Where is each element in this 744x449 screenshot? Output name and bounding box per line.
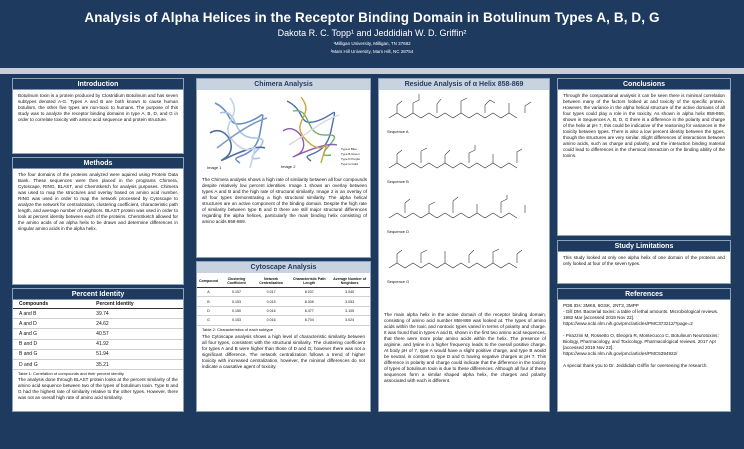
- table-cell: 41.92: [90, 339, 183, 349]
- table-cell: A: [197, 288, 220, 297]
- protein-ribbon-icon: [205, 93, 275, 171]
- legend-type-b: Type B Green: [341, 152, 360, 156]
- residue-panel: [378, 78, 550, 412]
- introduction-panel: [12, 78, 184, 154]
- cytoscape-caption: Table 2: Characteristics of each subtype: [202, 326, 273, 332]
- limitations-title: Study Limitations: [558, 241, 730, 252]
- chimera-legend: [341, 147, 367, 167]
- table-cell: 0.017: [253, 288, 289, 297]
- table-cell: B and G: [13, 349, 90, 359]
- table-row: [13, 309, 183, 319]
- table-cell: 8.704: [289, 316, 329, 325]
- introduction-title: Introduction: [13, 79, 183, 90]
- table-cell: 51.94: [90, 349, 183, 359]
- table-row: [197, 297, 370, 306]
- chimera-text: The Chimera analysis shows a high rate of similarity between all four compounds despite relatively low percent identities. Image 1 shows an overlay between types A and B and the high rate of structural similarity. Image 2 is an overlay of all four types demonstrating a high structural similarity. The alpha helical structures are an active component of the binding domain. Despite the high rate of similarity between type B and D there are still major structural differences regarding the alpha helices, particularly the main binding helix consisting of amino acids 858-869.: [202, 177, 367, 224]
- poster-affiliation-2: ²Mars Hill University, Mars Hill, NC 28754: [330, 49, 414, 54]
- references-title: References: [558, 289, 730, 300]
- chimera-title: Chimera Analysis: [197, 79, 370, 90]
- table-cell: 39.74: [90, 309, 183, 319]
- table-cell: A and D: [13, 319, 90, 329]
- chimera-image-2: [279, 93, 367, 171]
- limitations-text: This study looked at only one alpha helix of one domain of the proteins and only looked at four of the seven types.: [563, 255, 725, 266]
- chimera-image-2-label: Image 2: [281, 164, 296, 169]
- table-row: [197, 306, 370, 315]
- methods-title: Methods: [13, 158, 183, 169]
- table-cell: 0.015: [253, 297, 289, 306]
- table-cell: 40.57: [90, 329, 183, 339]
- cyto-header-path-length: Characteristic Path Length: [289, 275, 329, 288]
- table-cell: B and D: [13, 339, 90, 349]
- table-cell: 3.105: [329, 306, 370, 315]
- table-cell: 3.053: [329, 297, 370, 306]
- pid-header-compounds: Compounds: [13, 300, 90, 309]
- percent-identity-panel: [12, 288, 184, 412]
- table-cell: 8.305: [289, 297, 329, 306]
- references-text: PDB IDs: 3MK8, 6GSK, 2NT3, 3MPP - Gill DM. Bacterial toxins: a table of lethal amounts. Microbiological reviews. 1982 Mar [accessed 2019 Nov 22]. https://www.ncbi.nlm.nih.gov/pmc/articles/PMC373212/?page=2 - Pirazzini M, Rossetto O, Eleopra R, Montecucco C. Botulinum Neurotoxins: Biology, Pharmacology, and Toxicology. Pharmacological reviews. 2017 Apr [accessed 2019 Nov 22]. https://www.ncbi.nlm.nih.gov/pmc/articles/PMC5394922/ A special thank you to Dr. Jeddidiah Griffin for overseeing the research.: [563, 303, 719, 368]
- table-cell: 0.016: [253, 316, 289, 325]
- poster-header: [0, 0, 744, 68]
- chimera-panel: [196, 78, 371, 258]
- sequence-a-label: Sequence A: [387, 129, 409, 134]
- conclusions-panel: [557, 78, 731, 236]
- legend-type-a: Type A Blue: [341, 147, 357, 151]
- table-row: [13, 339, 183, 349]
- table-cell: G: [197, 316, 220, 325]
- introduction-text: Botulinum toxin is a protein produced by Clostridium Botulinum and has seven subtypes denoted A-G. Types A and B are both known to cause human botulism, the other five types are non-toxic to humans. The purpose of this study was to analyze the receptor binding domains in type A, B, D, and G in order to correlate toxicity with amino acid sequence and protein structure.: [18, 93, 178, 122]
- table-row: [13, 319, 183, 329]
- table-cell: 3.040: [329, 288, 370, 297]
- sequence-b-label: Sequence B: [387, 179, 409, 184]
- table-row: [197, 316, 370, 325]
- poster-authors: Dakota R. C. Topp¹ and Jeddidiah W. D. Griffin²: [277, 28, 467, 38]
- chimera-image-1-label: Image 1: [207, 165, 222, 170]
- table-cell: A and G: [13, 329, 90, 339]
- methods-panel: [12, 157, 184, 285]
- table-row: [197, 288, 370, 297]
- table-cell: 0.157: [220, 288, 253, 297]
- table-cell: A and B: [13, 309, 90, 319]
- protein-overlay-icon: [279, 93, 343, 167]
- residue-title: Residue Analysis of α Helix 858-869: [379, 79, 549, 90]
- cyto-header-centralization: Network Centralization: [253, 275, 289, 288]
- table-cell: 3.024: [329, 316, 370, 325]
- references-panel: [557, 288, 731, 412]
- residue-text: The main alpha helix in the active domain of the receptor binding domain, consisting of amino acid number 858-869 was looked at. The types of amino acids within the toxic and nontoxic types varied in terms of polarity and charge. It was found that in types A and B, shown in the first two amino acid sequences, that there were more polar amino acids within the helix. The presence of arginine, and lysine in a higher frequency leads to the overall positive charge. At body pH of 7, type A would have a slight positive charge, and type B would be neutral, in contrast to type D and G having negative charges at pH 7. This difference in polarity and charge could indicate that the difference in the toxicity of types of botulinum toxin is due to these differences. Although all four of these sequences form a similar shaped alpha helix, the charges and polarity associated with each is different.: [384, 312, 546, 383]
- table-cell: 0.016: [253, 306, 289, 315]
- table-cell: B: [197, 297, 220, 306]
- residue-structures: [385, 93, 545, 293]
- table-cell: 0.150: [220, 306, 253, 315]
- poster-affiliation-1: ¹Milligan University, Milligan, TN 37682: [333, 41, 411, 46]
- limitations-panel: [557, 240, 731, 284]
- table-cell: 8.037: [289, 288, 329, 297]
- table-cell: D and G: [13, 359, 90, 369]
- chimera-image-1: [205, 93, 275, 171]
- poster-title: Analysis of Alpha Helices in the Receptor Binding Domain in Botulinum Types A, B, D, G: [84, 10, 660, 25]
- cyto-header-compound: Compound: [197, 275, 220, 288]
- percent-identity-caption: Table 1: Correlation of compounds and their percent identity: [18, 371, 124, 377]
- legend-type-d: Type D Purple: [341, 157, 361, 161]
- table-row: [13, 329, 183, 339]
- header-stripe: [0, 68, 744, 74]
- conclusions-title: Conclusions: [558, 79, 730, 90]
- cyto-header-clustering: Clustering Coefficient: [220, 275, 253, 288]
- table-row: [13, 359, 183, 369]
- table-cell: 8.477: [289, 306, 329, 315]
- percent-identity-table: [13, 300, 183, 370]
- table-cell: 35.21: [90, 359, 183, 369]
- table-cell: 24.62: [90, 319, 183, 329]
- sequence-g-label: Sequence G: [387, 279, 410, 284]
- cytoscape-panel: [196, 261, 371, 412]
- table-row: [13, 349, 183, 359]
- conclusions-text: Through the computational analysis it can be seen there is minimal correlation between many of the factors looked at and toxicity of the specific protein. However, the variance in the alpha helical structure of the active domains of all four types could play a role in the toxicity. As shown in alpha helix 858-869, shown in Sequences A, B, D, G there is a difference in the polarity and charge of the helix at pH 7, this could be indicative of the reasoning for variances in the toxicity between types. There is also a low percent identity between the types, though the structures are very similar. Slight differences of interactions between amino acids, such as charge and polarity, and the interaction binding material could lead to differences in the chemical interaction or the binding ability of the toxins.: [563, 93, 725, 158]
- legend-type-g: Type G Gold: [341, 162, 358, 166]
- percent-identity-text: The analysis done through BLAST protein looks at the percent similarity of the amino acid sequence between two of the types of botulinum toxin. Type B and G had the highest rate of similarity relative to the other types. However, there was not an overall high rate of amino acid similarity.: [18, 377, 178, 401]
- cytoscape-table: [197, 275, 370, 326]
- cytoscape-text: The Cytoscape analysis shows a high level of characteristic similarity between all four types, consistent with the structural similarity. The clustering coefficient for types A and B were higher than those of D and G; however there was not a significant difference. The network centralization follows a trend of higher toxicity with increased centralization, however, the minimal differences do not indicate a causative agent of toxicity.: [202, 333, 365, 369]
- sequence-d-label: Sequence D: [387, 229, 410, 234]
- table-cell: 0.153: [220, 297, 253, 306]
- cyto-header-neighbors: Average Number of Neighbors: [329, 275, 370, 288]
- amino-acid-structure-icon: [385, 93, 545, 293]
- percent-identity-title: Percent Identity: [13, 289, 183, 300]
- methods-text: The four domains of the proteins analyzed were aquired using Protein Data Bank. These sequences were then placed in the programs Chimera, Cytoscape, RING, BLAST, and ChemSketch for analysis purposes. Chimera was used to map the structures and overlay based on amino acid number. RING was used in order to map the network processed by Cytoscape to analyze the network for centralization, clustering coefficient, characteristic path length, and average number of neighbors. BLAST protein was used in order to look at percent identity between each of the proteins. ChemSketch allowed for the amino acids of an alpha helix to be drawn and determine differences in singular amino acids in the alpha helix.: [18, 172, 178, 231]
- table-cell: D: [197, 306, 220, 315]
- table-cell: 0.153: [220, 316, 253, 325]
- cytoscape-title: Cytoscape Analysis: [197, 262, 370, 273]
- pid-header-identity: Percent Identity: [90, 300, 183, 309]
